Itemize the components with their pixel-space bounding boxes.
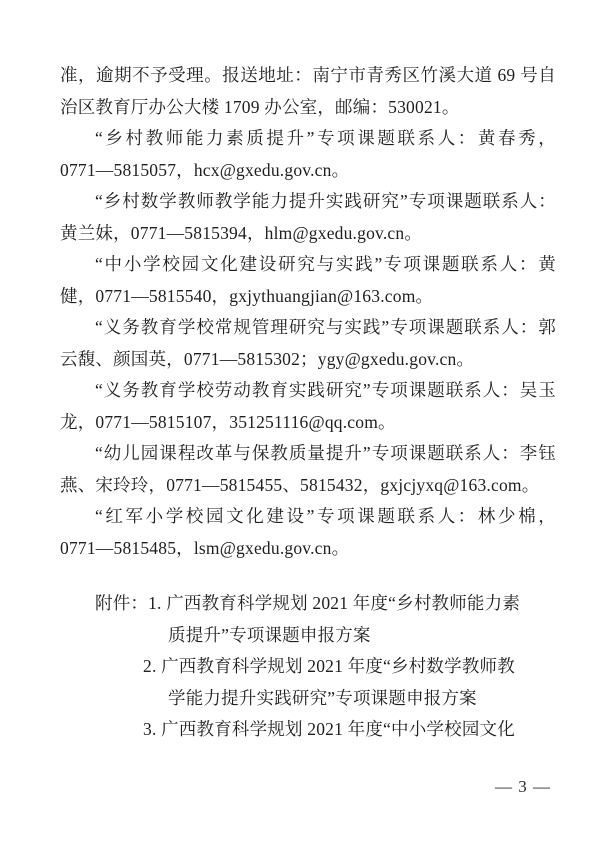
body-line-9: “义务教育学校常规管理研究与实践”专项课题联系人：郭	[95, 317, 556, 337]
attachment-line-2: 质提升”专项课题申报方案	[168, 624, 371, 645]
body-line-1: 准，逾期不予受理。报送地址：南宁市青秀区竹溪大道 69 号自	[60, 65, 556, 85]
body-line-7: “中小学校园文化建设研究与实践”专项课题联系人：黄	[95, 254, 556, 274]
body-line-4: 0771—5815057，hcx@gxedu.gov.cn。	[60, 159, 350, 180]
body-line-10: 云馥、颜国英，0771—5815302；ygy@gxedu.gov.cn。	[60, 348, 475, 369]
page-number: — 3 —	[495, 777, 551, 796]
body-line-13: “幼儿园课程改革与保教质量提升”专项课题联系人：李钰	[95, 443, 556, 463]
body-line-12: 龙，0771—5815107，351251116@qq.com。	[60, 411, 396, 432]
body-line-2: 治区教育厅办公大楼 1709 办公室，邮编：530021。	[60, 96, 460, 117]
body-line-5: “乡村数学教师教学能力提升实践研究”专项课题联系人：	[95, 191, 556, 211]
attachment-line-4: 学能力提升实践研究”专项课题申报方案	[168, 687, 477, 708]
body-line-6: 黄兰妹，0771—5815394，hlm@gxedu.gov.cn。	[60, 222, 423, 243]
body-line-8: 健，0771—5815540，gxjythuangjian@163.com。	[60, 285, 434, 306]
attachment-line-5: 3. 广西教育科学规划 2021 年度“中小学校园文化	[143, 719, 515, 739]
body-line-15: “红军小学校园文化建设”专项课题联系人：林少棉，	[95, 506, 556, 526]
attachments-block	[60, 588, 556, 746]
body-line-3: “乡村教师能力素质提升”专项课题联系人：黄春秀，	[95, 128, 556, 148]
body-line-16: 0771—5815485，lsm@gxedu.gov.cn。	[60, 537, 350, 558]
section-gap	[60, 564, 556, 588]
attachment-line-1: 附件：1. 广西教育科学规划 2021 年度“乡村教师能力素	[95, 593, 521, 613]
body-line-11: “义务教育学校劳动教育实践研究”专项课题联系人：吴玉	[95, 380, 556, 400]
body-line-14: 燕、宋玲玲，0771—5815455、5815432，gxjcjyxq@163.com。	[60, 474, 540, 495]
document-body	[60, 60, 556, 746]
attachment-line-3: 2. 广西教育科学规划 2021 年度“乡村数学教师教	[143, 656, 515, 676]
